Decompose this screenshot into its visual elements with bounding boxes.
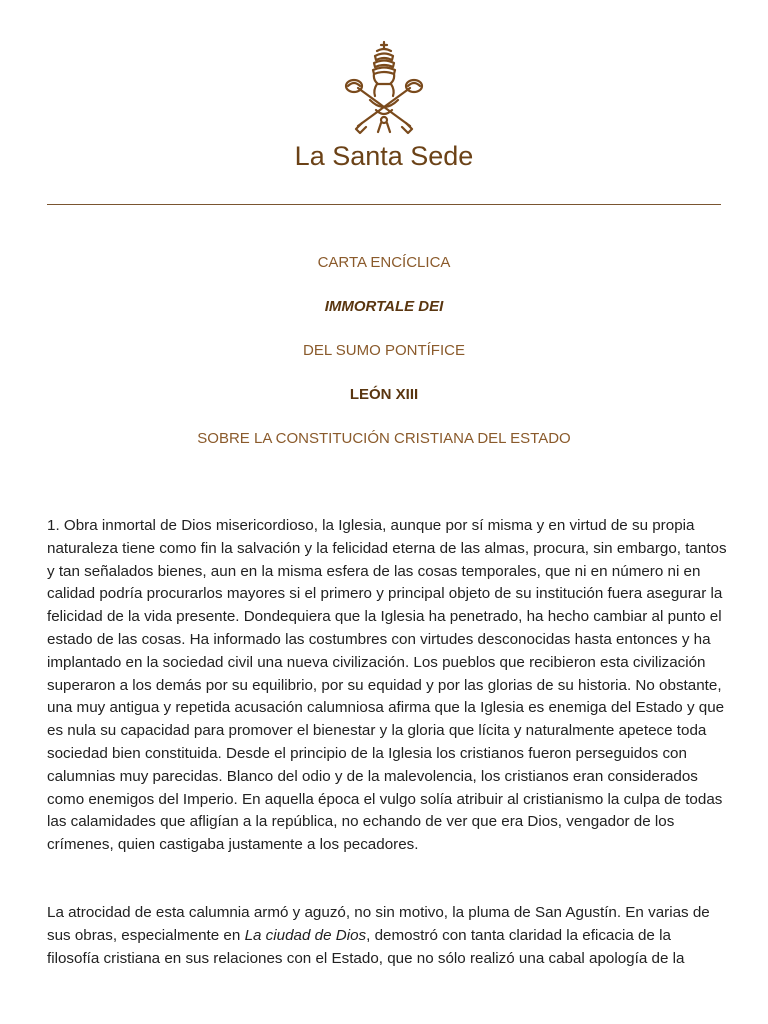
book-title-italic: La ciudad de Dios <box>244 926 367 944</box>
paragraph-2-text-start: La atrocidad de esta calumnia armó y aguzó, no sin motivo, la pluma de San Agustín. En varias de sus obras, especialmente en <box>47 904 710 944</box>
from-line: DEL SUMO PONTÍFICE <box>303 342 465 359</box>
document-type: CARTA ENCÍCLICA <box>317 254 451 271</box>
body-paragraph-2 <box>47 902 727 970</box>
encyclical-title: IMMORTALE DEI <box>324 298 444 315</box>
author-name: LEÓN XIII <box>349 386 419 403</box>
paragraph-2-text-end: , demostró con tanta claridad la eficacia de la filosofía cristiana en sus relaciones con el Estado, que no sólo realizó una cabal apología de la <box>47 926 685 967</box>
site-title[interactable]: La Santa Sede <box>294 141 474 171</box>
document-subject: SOBRE LA CONSTITUCIÓN CRISTIANA DEL ESTADO <box>197 430 571 447</box>
papal-coat-of-arms-icon <box>340 40 428 136</box>
body-paragraph-1: 1. Obra inmortal de Dios misericordioso, la Iglesia, aunque por sí misma y en virtud de su propia naturaleza tiene como fin la salvación y la felicidad eterna de las almas, procura, sin embargo, tantos y tan señalados bienes, aun en la misma esfera de las cosas temporales, que ni en número ni en calidad podría procurarlos mayores si el primero y principal objeto de su institución fuera asegurar la felicidad de la vida presente. Dondequiera que la Iglesia ha penetrado, ha hecho cambiar al punto el estado de las cosas. Ha informado las costumbres con virtudes desconocidas hasta entonces y ha implantado en la sociedad civil una nueva civilización. Los pueblos que recibieron esta civilización superaron a los demás por su equilibrio, por su equidad y por las glorias de su historia. No obstante, una muy antigua y repetida acusación calumniosa afirma que la Iglesia es enemiga del Estado y que es nula su capacidad para promover el bienestar y la gloria que lícita y naturalmente apetece toda sociedad bien constituida. Desde el principio de la Iglesia los cristianos fueron perseguidos con calumnias muy parecidas. Blanco del odio y de la malevolencia, los cristianos eran considerados como enemigos del Imperio. En aquella época el vulgo solía atribuir al cristianismo la culpa de todas las calamidades que afligían a la república, no echando de ver que era Dios, vengador de los crímenes, quien castigaba justamente a los pecadores. <box>47 517 727 854</box>
header-divider <box>47 204 721 205</box>
